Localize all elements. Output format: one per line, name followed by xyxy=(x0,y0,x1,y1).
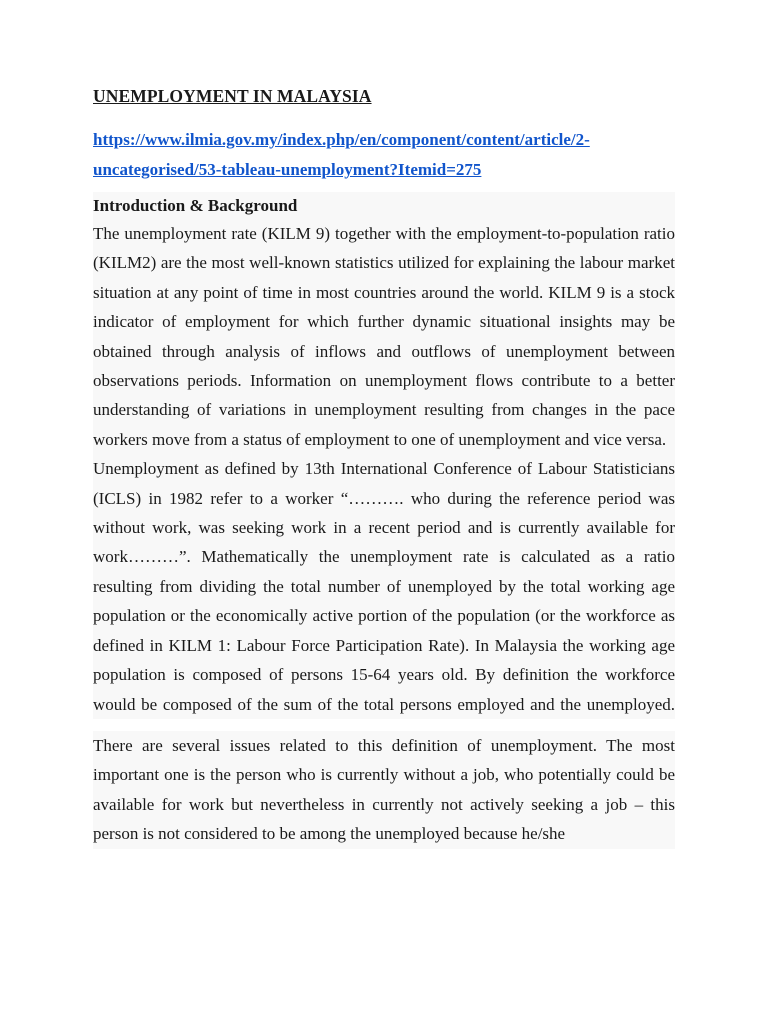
document-title: UNEMPLOYMENT IN MALAYSIA xyxy=(93,86,372,106)
section-heading: Introduction & Background xyxy=(93,192,675,219)
document-body xyxy=(93,192,675,849)
source-link[interactable]: https://www.ilmia.gov.my/index.php/en/component/content/article/2-uncategorised/53-tableau-unemployment?Itemid=275 xyxy=(93,130,590,179)
paragraph-intro: The unemployment rate (KILM 9) together with the employment-to-population ratio (KILM2) are the most well-known statistics utilized for explaining the labour market situation at any point of time in most countries around the world. KILM 9 is a stock indicator of employment for which further dynamic situational insights may be obtained through analysis of inflows and outflows of unemployment between observations periods. Information on unemployment flows contribute to a better understanding of variations in unemployment resulting from changes in the pace workers move from a status of employment to one of unemployment and vice versa. xyxy=(93,224,675,449)
shaded-block xyxy=(93,219,675,719)
paragraph-gap xyxy=(93,719,675,731)
paragraph-issues: There are several issues related to this definition of unemployment. The most important one is the person who is currently without a job, who potentially could be available for work but nevertheless in currently not actively seeking a job – this person is not considered to be among the unemployed because he/she xyxy=(93,735,675,844)
paragraph-definition: Unemployment as defined by 13th International Conference of Labour Statisticians (ICLS) in 1982 refer to a worker “………. who during the reference period was without work, was seeking work in a recent period and is currently available for work………”. Mathematically the unemployment rate is calculated as a ratio resulting from dividing the total number of unemployed by the total working age population or the economically active portion of the population (or the workforce as defined in KILM 1: Labour Force Participation Rate). In Malaysia the working age population is composed of persons 15-64 years old. By definition the workforce would be composed of the sum of the total persons employed and the unemployed. xyxy=(93,459,675,714)
shaded-block-2 xyxy=(93,731,675,849)
